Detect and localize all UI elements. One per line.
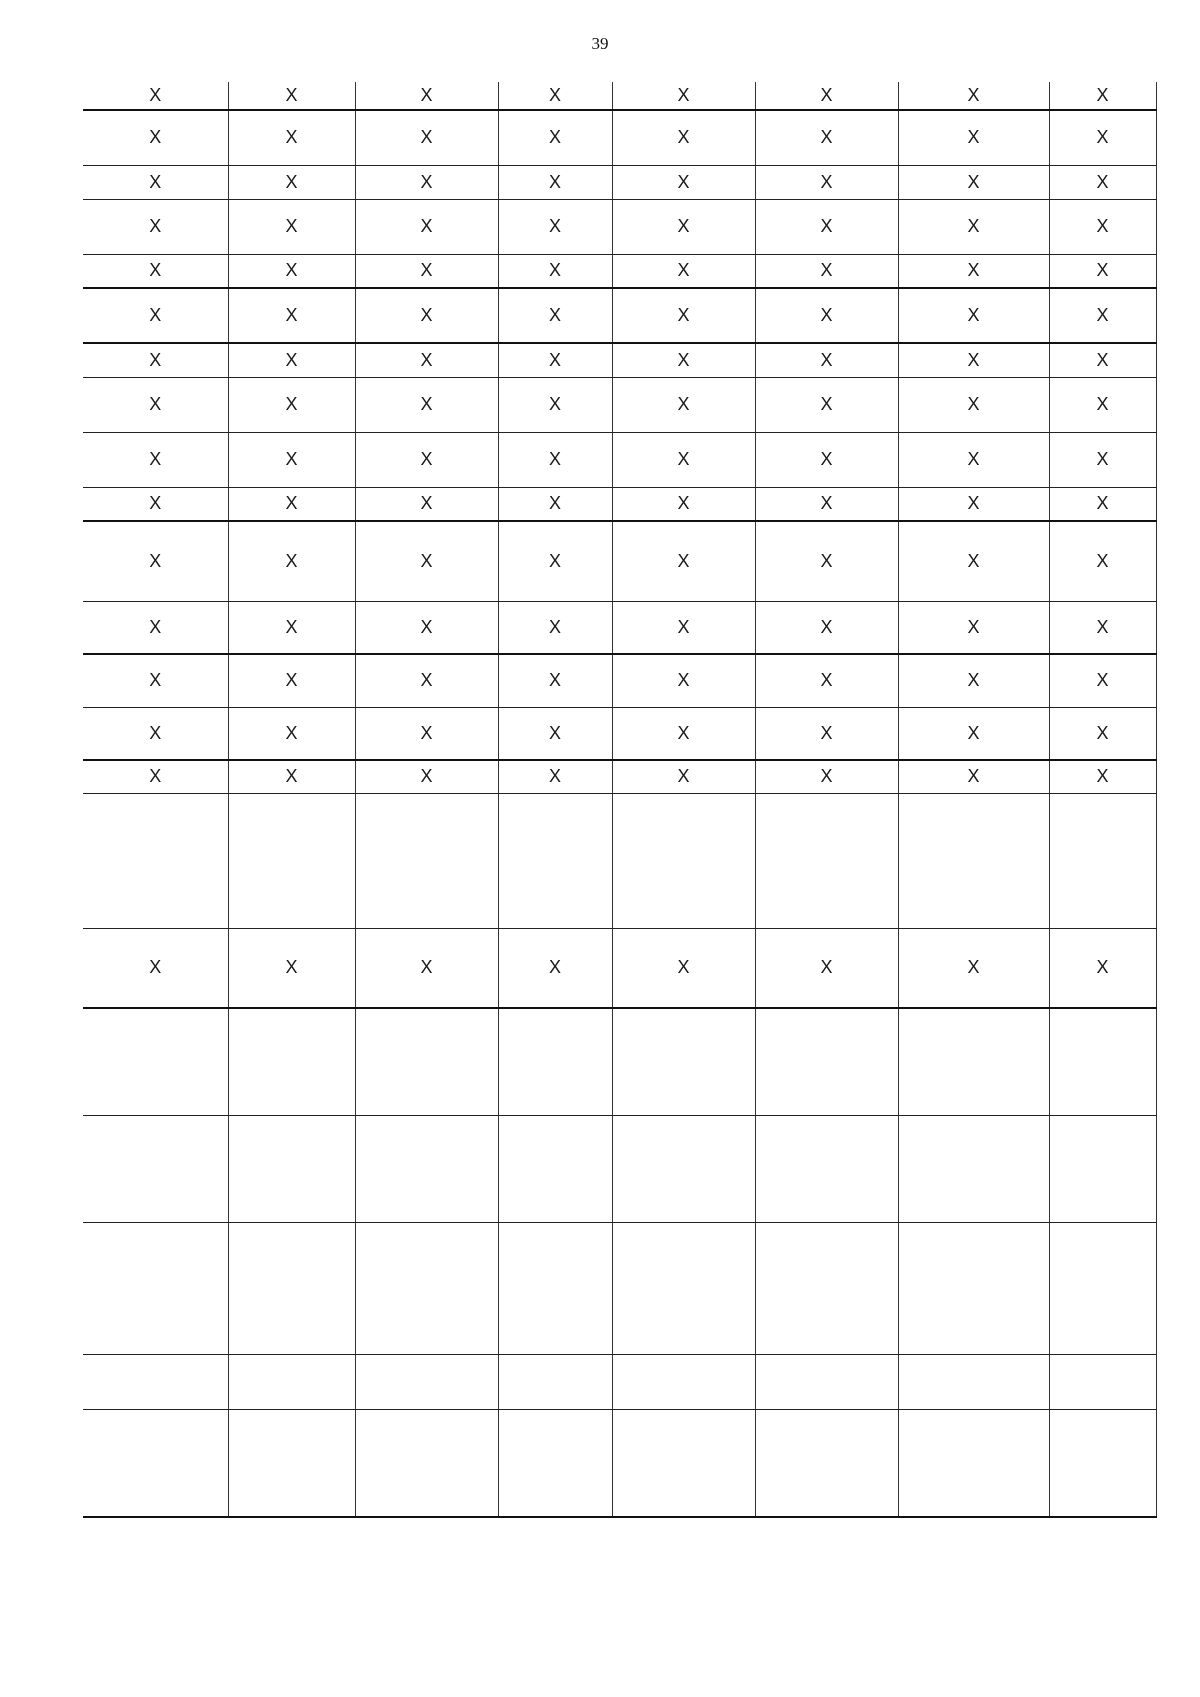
- x-mark-cell: X: [755, 343, 898, 377]
- empty-cell: [612, 1008, 755, 1115]
- x-mark-cell: X: [612, 760, 755, 793]
- x-mark-cell: X: [898, 707, 1049, 760]
- x-mark-cell: X: [612, 487, 755, 521]
- x-mark-cell: X: [1049, 707, 1156, 760]
- x-mark-cell: X: [755, 199, 898, 254]
- x-mark-cell: X: [355, 254, 498, 288]
- empty-cell: [498, 1008, 612, 1115]
- empty-cell: [355, 793, 498, 928]
- x-mark-cell: X: [612, 654, 755, 707]
- x-mark-cell: X: [228, 601, 355, 654]
- x-mark-cell: X: [498, 343, 612, 377]
- x-mark-cell: X: [898, 377, 1049, 432]
- x-mark-cell: X: [612, 377, 755, 432]
- empty-cell: [755, 1222, 898, 1354]
- x-mark-cell: X: [898, 760, 1049, 793]
- empty-cell: [898, 1115, 1049, 1222]
- empty-cell: [612, 1222, 755, 1354]
- empty-cell: [755, 1409, 898, 1517]
- x-mark-cell: X: [498, 521, 612, 601]
- x-mark-cell: X: [355, 288, 498, 343]
- empty-cell: [228, 1115, 355, 1222]
- x-mark-cell: X: [355, 654, 498, 707]
- empty-cell: [498, 1409, 612, 1517]
- x-mark-cell: X: [355, 707, 498, 760]
- x-mark-cell: X: [612, 343, 755, 377]
- table-row: [83, 928, 1156, 1008]
- x-mark-cell: X: [498, 199, 612, 254]
- x-mark-cell: X: [612, 432, 755, 487]
- x-mark-cell: X: [612, 110, 755, 165]
- empty-cell: [898, 1222, 1049, 1354]
- table-row: [83, 1115, 1156, 1222]
- x-mark-cell: X: [355, 432, 498, 487]
- x-mark-cell: X: [1049, 165, 1156, 199]
- x-mark-cell: X: [898, 288, 1049, 343]
- table-row: [83, 288, 1156, 343]
- table-row: [83, 110, 1156, 165]
- empty-cell: [1049, 1409, 1156, 1517]
- empty-cell: [498, 1354, 612, 1409]
- x-mark-cell: X: [355, 165, 498, 199]
- x-mark-cell: X: [1049, 377, 1156, 432]
- empty-cell: [498, 1115, 612, 1222]
- x-mark-cell: X: [898, 199, 1049, 254]
- x-mark-cell: X: [898, 82, 1049, 110]
- x-mark-cell: X: [898, 165, 1049, 199]
- empty-cell: [755, 1354, 898, 1409]
- table-row: [83, 377, 1156, 432]
- table-row: [83, 521, 1156, 601]
- x-mark-cell: X: [228, 82, 355, 110]
- empty-cell: [228, 1008, 355, 1115]
- x-mark-cell: X: [355, 760, 498, 793]
- x-mark-cell: X: [898, 254, 1049, 288]
- empty-cell: [228, 793, 355, 928]
- x-mark-cell: X: [355, 110, 498, 165]
- x-mark-cell: X: [355, 377, 498, 432]
- empty-cell: [83, 1354, 228, 1409]
- x-mark-cell: X: [228, 760, 355, 793]
- x-mark-cell: X: [755, 654, 898, 707]
- x-mark-cell: X: [228, 521, 355, 601]
- x-mark-cell: X: [83, 254, 228, 288]
- x-mark-cell: X: [228, 165, 355, 199]
- empty-cell: [1049, 1222, 1156, 1354]
- x-mark-cell: X: [612, 601, 755, 654]
- x-mark-cell: X: [898, 343, 1049, 377]
- x-mark-cell: X: [498, 487, 612, 521]
- x-mark-cell: X: [755, 928, 898, 1008]
- empty-cell: [1049, 793, 1156, 928]
- x-mark-cell: X: [1049, 343, 1156, 377]
- x-mark-cell: X: [498, 377, 612, 432]
- table-row: [83, 760, 1156, 793]
- table-row: [83, 82, 1156, 110]
- x-mark-cell: X: [755, 760, 898, 793]
- x-mark-cell: X: [355, 82, 498, 110]
- empty-cell: [898, 793, 1049, 928]
- empty-cell: [498, 1222, 612, 1354]
- x-mark-cell: X: [498, 928, 612, 1008]
- x-mark-cell: X: [755, 601, 898, 654]
- x-mark-cell: X: [498, 432, 612, 487]
- empty-cell: [83, 1409, 228, 1517]
- x-mark-cell: X: [228, 343, 355, 377]
- empty-cell: [355, 1008, 498, 1115]
- x-mark-cell: X: [1049, 928, 1156, 1008]
- table-row: [83, 1354, 1156, 1409]
- x-mark-cell: X: [755, 377, 898, 432]
- x-mark-cell: X: [83, 432, 228, 487]
- x-mark-cell: X: [83, 110, 228, 165]
- x-mark-cell: X: [755, 707, 898, 760]
- x-mark-cell: X: [755, 288, 898, 343]
- x-mark-cell: X: [83, 165, 228, 199]
- empty-cell: [228, 1409, 355, 1517]
- table-row: [83, 793, 1156, 928]
- empty-cell: [1049, 1115, 1156, 1222]
- x-mark-cell: X: [1049, 432, 1156, 487]
- x-mark-cell: X: [355, 487, 498, 521]
- x-mark-cell: X: [612, 521, 755, 601]
- x-mark-cell: X: [898, 928, 1049, 1008]
- x-mark-cell: X: [1049, 760, 1156, 793]
- empty-cell: [898, 1354, 1049, 1409]
- x-mark-cell: X: [83, 82, 228, 110]
- x-mark-cell: X: [1049, 199, 1156, 254]
- empty-cell: [755, 1115, 898, 1222]
- x-mark-cell: X: [355, 199, 498, 254]
- page-number: 39: [591, 34, 609, 53]
- x-mark-cell: X: [612, 928, 755, 1008]
- x-mark-cell: X: [83, 760, 228, 793]
- x-mark-cell: X: [228, 707, 355, 760]
- x-mark-cell: X: [498, 110, 612, 165]
- x-mark-cell: X: [498, 254, 612, 288]
- x-mark-cell: X: [498, 288, 612, 343]
- x-mark-cell: X: [755, 432, 898, 487]
- x-mark-cell: X: [898, 654, 1049, 707]
- x-mark-cell: X: [1049, 254, 1156, 288]
- table-row: [83, 1409, 1156, 1517]
- x-mark-cell: X: [612, 707, 755, 760]
- x-mark-cell: X: [228, 254, 355, 288]
- x-mark-cell: X: [755, 487, 898, 521]
- x-mark-cell: X: [355, 521, 498, 601]
- x-mark-cell: X: [755, 521, 898, 601]
- empty-cell: [755, 793, 898, 928]
- x-mark-cell: X: [83, 199, 228, 254]
- x-mark-cell: X: [83, 288, 228, 343]
- x-mark-cell: X: [498, 82, 612, 110]
- x-mark-cell: X: [755, 254, 898, 288]
- x-mark-cell: X: [228, 432, 355, 487]
- x-mark-cell: X: [498, 654, 612, 707]
- x-mark-cell: X: [228, 110, 355, 165]
- x-mark-cell: X: [83, 343, 228, 377]
- x-mark-cell: X: [612, 82, 755, 110]
- x-mark-cell: X: [355, 601, 498, 654]
- x-mark-cell: X: [355, 343, 498, 377]
- empty-cell: [612, 793, 755, 928]
- x-mark-cell: X: [898, 110, 1049, 165]
- x-mark-cell: X: [612, 288, 755, 343]
- x-mark-cell: X: [498, 601, 612, 654]
- empty-cell: [1049, 1008, 1156, 1115]
- x-mark-cell: X: [355, 928, 498, 1008]
- x-mark-cell: X: [898, 487, 1049, 521]
- empty-cell: [83, 1222, 228, 1354]
- empty-cell: [83, 1008, 228, 1115]
- table-row: [83, 654, 1156, 707]
- x-mark-cell: X: [1049, 82, 1156, 110]
- x-mark-cell: X: [755, 110, 898, 165]
- table-row: [83, 601, 1156, 654]
- table-row: [83, 1222, 1156, 1354]
- x-mark-cell: X: [1049, 654, 1156, 707]
- table-row: [83, 432, 1156, 487]
- x-mark-cell: X: [1049, 521, 1156, 601]
- empty-cell: [355, 1115, 498, 1222]
- table-row: [83, 1008, 1156, 1115]
- empty-cell: [355, 1222, 498, 1354]
- empty-cell: [612, 1354, 755, 1409]
- x-mark-cell: X: [228, 377, 355, 432]
- empty-cell: [355, 1409, 498, 1517]
- table-body: [83, 82, 1156, 1517]
- x-mark-cell: X: [83, 377, 228, 432]
- x-mark-cell: X: [83, 521, 228, 601]
- table-row: [83, 487, 1156, 521]
- x-mark-cell: X: [228, 199, 355, 254]
- empty-cell: [1049, 1354, 1156, 1409]
- x-mark-cell: X: [228, 288, 355, 343]
- x-mark-cell: X: [1049, 110, 1156, 165]
- table-row: [83, 199, 1156, 254]
- empty-cell: [612, 1115, 755, 1222]
- x-mark-cell: X: [498, 707, 612, 760]
- x-mark-cell: X: [83, 707, 228, 760]
- x-mark-cell: X: [1049, 487, 1156, 521]
- x-mark-cell: X: [83, 654, 228, 707]
- marks-table: [83, 82, 1157, 1518]
- x-mark-cell: X: [498, 165, 612, 199]
- x-mark-cell: X: [898, 521, 1049, 601]
- empty-cell: [228, 1222, 355, 1354]
- x-mark-cell: X: [1049, 288, 1156, 343]
- empty-cell: [83, 1115, 228, 1222]
- x-mark-cell: X: [83, 601, 228, 654]
- x-mark-cell: X: [755, 82, 898, 110]
- x-mark-cell: X: [498, 760, 612, 793]
- x-mark-cell: X: [898, 432, 1049, 487]
- empty-cell: [83, 793, 228, 928]
- empty-cell: [228, 1354, 355, 1409]
- x-mark-cell: X: [1049, 601, 1156, 654]
- empty-cell: [755, 1008, 898, 1115]
- x-mark-cell: X: [612, 254, 755, 288]
- x-mark-cell: X: [228, 487, 355, 521]
- x-mark-cell: X: [755, 165, 898, 199]
- empty-cell: [898, 1409, 1049, 1517]
- empty-cell: [898, 1008, 1049, 1115]
- x-mark-cell: X: [83, 487, 228, 521]
- empty-cell: [498, 793, 612, 928]
- x-mark-cell: X: [83, 928, 228, 1008]
- empty-cell: [612, 1409, 755, 1517]
- table-row: [83, 707, 1156, 760]
- x-mark-cell: X: [898, 601, 1049, 654]
- x-mark-cell: X: [612, 199, 755, 254]
- x-mark-cell: X: [228, 654, 355, 707]
- table-row: [83, 254, 1156, 288]
- table-row: [83, 343, 1156, 377]
- x-mark-cell: X: [228, 928, 355, 1008]
- table-row: [83, 165, 1156, 199]
- empty-cell: [355, 1354, 498, 1409]
- x-mark-cell: X: [612, 165, 755, 199]
